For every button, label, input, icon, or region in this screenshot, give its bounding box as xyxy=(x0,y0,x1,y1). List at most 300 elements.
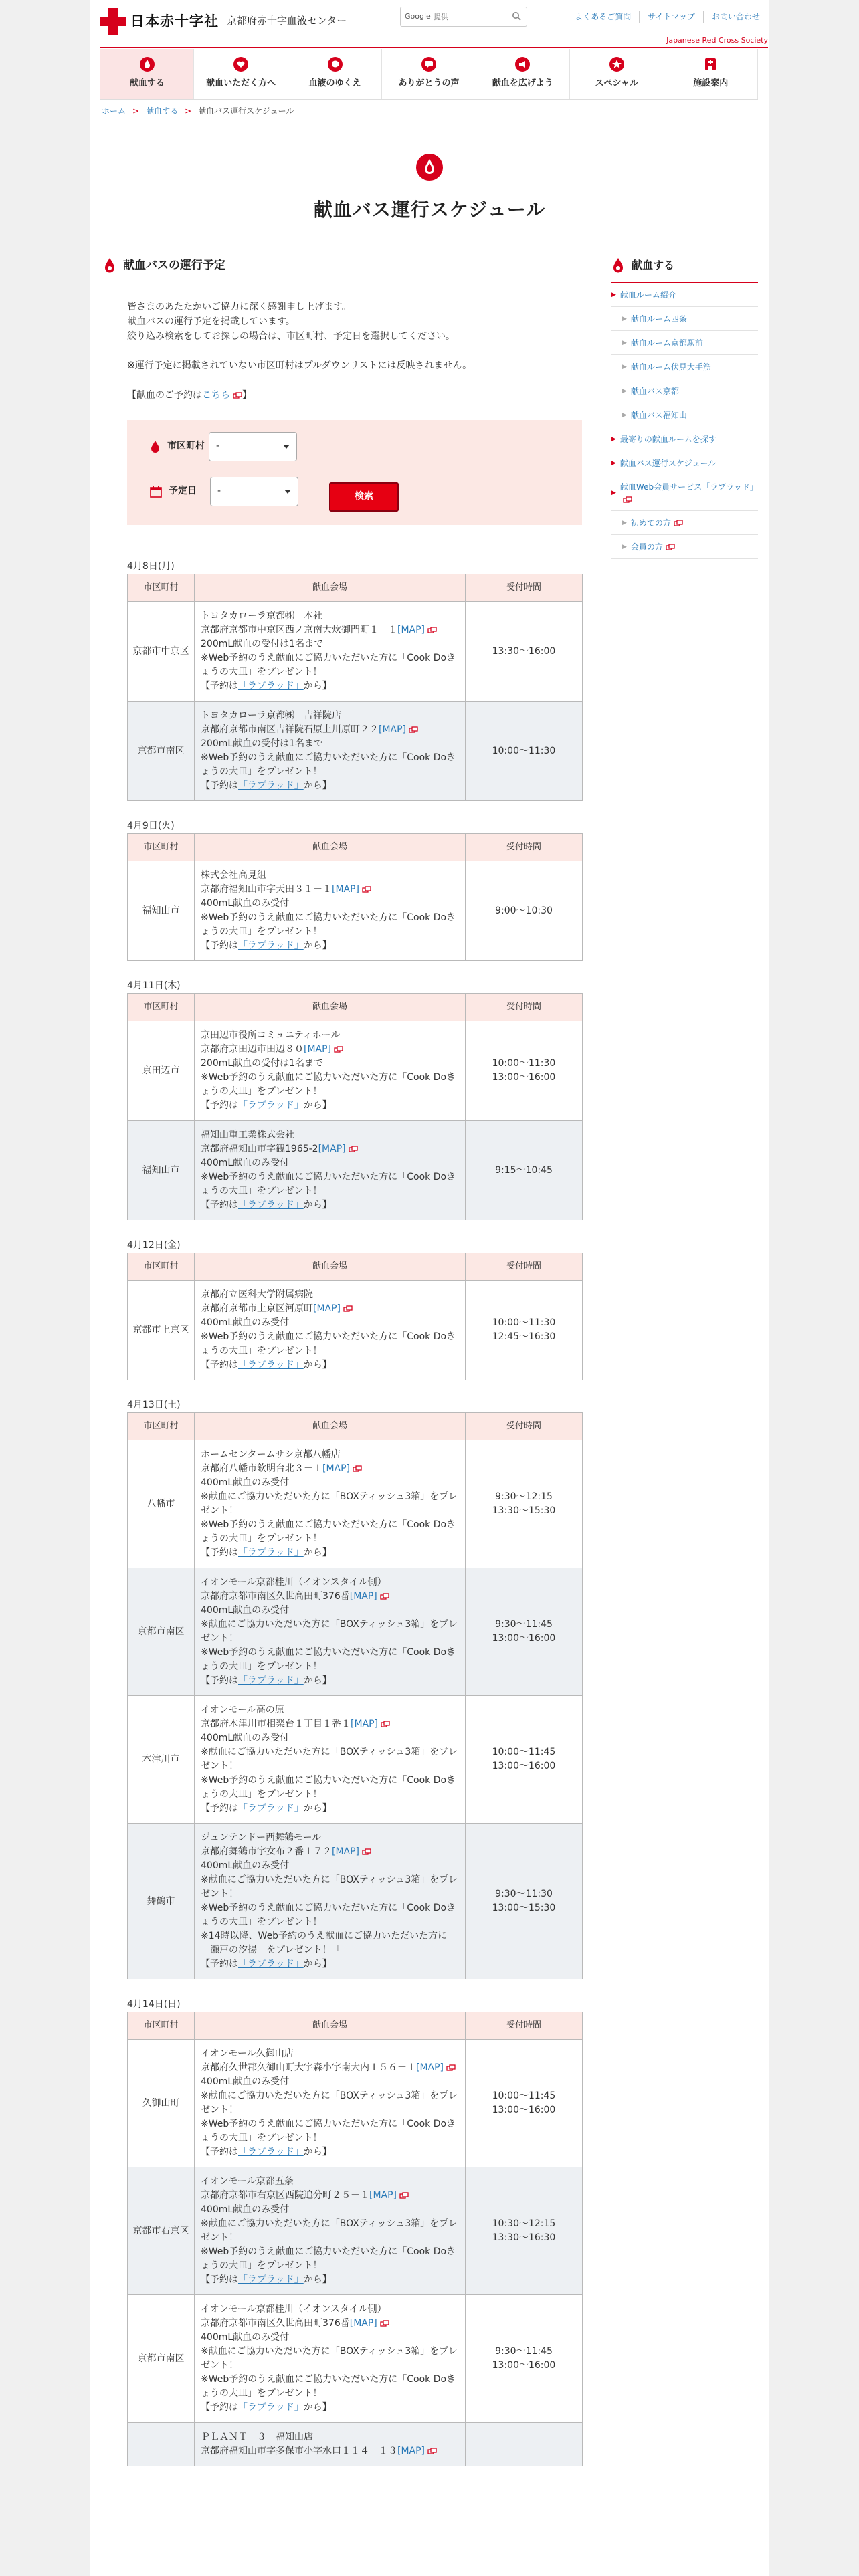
lovedo-link[interactable]: 「ラブラッド」 xyxy=(238,780,304,791)
reserve-prefix: 【予約は xyxy=(201,1100,238,1111)
venue-note: 400mL献血のみ受付 xyxy=(201,2332,290,2343)
column-header-municipality: 市区町村 xyxy=(128,574,195,602)
venue-name: イオンモール京都桂川（イオンスタイル側） xyxy=(201,1577,387,1588)
venue-cell xyxy=(195,861,466,961)
sidebar-menu xyxy=(611,283,758,559)
lovedo-link[interactable]: 「ラブラッド」 xyxy=(238,940,304,951)
triangle-right-icon: ▶ xyxy=(622,387,627,395)
time-slot: 10:00〜11:30 xyxy=(492,1317,556,1328)
nav-item-special[interactable] xyxy=(570,49,664,99)
table-header-row xyxy=(128,994,583,1021)
star-icon xyxy=(609,57,624,72)
map-link[interactable]: [MAP] xyxy=(397,2446,425,2456)
venue-note: ※Web予約のうえ献血にご協力いただいた方に「Cook Doきょうの大皿」をプレゼント！ xyxy=(201,2374,456,2399)
lovedo-link[interactable]: 「ラブラッド」 xyxy=(238,1547,304,1558)
contact-link[interactable]: お問い合わせ xyxy=(703,11,768,23)
schedule-date: 4月12日(金) xyxy=(127,1240,181,1251)
sidebar-item-label: 献血ルーム京都駅前 xyxy=(630,338,703,348)
nav-item-blood-destination[interactable] xyxy=(288,49,382,99)
municipality-cell: 京都市中京区 xyxy=(128,602,195,702)
external-link-icon xyxy=(381,1721,390,1727)
english-org-name: Japanese Red Cross Society xyxy=(666,36,768,45)
table-row xyxy=(128,2295,583,2423)
municipality-cell: 京都市上京区 xyxy=(128,1281,195,1380)
reserve-note xyxy=(201,1957,459,1971)
venue-note: ※14時以降、Web予約のうえ献血にご協力いただいた方に「瀬戸の汐揚」をプレゼント！「 xyxy=(201,1931,448,1955)
address-text: 京都府舞鶴市字女布２番１７２ xyxy=(201,1846,332,1857)
reserve-suffix: から】 xyxy=(303,1200,332,1210)
reserve-suffix: から】 xyxy=(303,1803,332,1814)
sitemap-link[interactable]: サイトマップ xyxy=(639,11,703,23)
venue-cell xyxy=(195,1824,466,1979)
time-slot: 9:15〜10:45 xyxy=(495,1164,553,1176)
blood-drop-icon xyxy=(140,57,155,72)
time-slot: 10:00〜11:30 xyxy=(492,745,556,756)
venue-note: ※Web予約のうえ献血にご協力いただいた方に「Cook Doきょうの大皿」をプレゼント！ xyxy=(201,2246,456,2271)
venue-name: イオンモール京都五条 xyxy=(201,2176,294,2187)
venue-note: 400mL献血のみ受付 xyxy=(201,1317,290,1328)
lovedo-link[interactable]: 「ラブラッド」 xyxy=(238,1200,304,1210)
map-link[interactable]: [MAP] xyxy=(349,2318,377,2329)
venue-note: ※献血にご協力いただいた方に「BOXティッシュ3箱」をプレゼント！ xyxy=(201,2346,458,2371)
schedule-date: 4月8日(月) xyxy=(127,561,175,572)
venue-cell xyxy=(195,1021,466,1121)
venue-note: ※Web予約のうえ献血にご協力いただいた方に「Cook Doきょうの大皿」をプレゼント！ xyxy=(201,912,456,937)
reserve-link[interactable]: こちら xyxy=(202,390,230,401)
venue-note: ※Web予約のうえ献血にご協力いただいた方に「Cook Doきょうの大皿」をプレゼント！ xyxy=(201,1331,456,1356)
column-header-time: 受付時間 xyxy=(466,2012,583,2040)
schedule-table xyxy=(127,574,583,801)
venue-cell xyxy=(195,2295,466,2423)
venue-name: トヨタカローラ京都㈱ 吉祥院店 xyxy=(201,710,341,721)
time-slot: 13:00〜15:30 xyxy=(492,1903,556,1913)
sidebar-item[interactable] xyxy=(611,511,758,535)
time-cell xyxy=(466,2167,583,2295)
nav-label: スペシャル xyxy=(595,78,639,89)
municipality-cell: 京都市右京区 xyxy=(128,2167,195,2295)
municipality-cell: 八幡市 xyxy=(128,1440,195,1568)
breadcrumb-separator: > xyxy=(132,106,140,116)
schedule-date: 4月9日(火) xyxy=(127,821,175,831)
table-header-row xyxy=(128,2012,583,2040)
address-text: 京都府福知山市字天田３１－１ xyxy=(201,884,332,895)
date-select[interactable]: - xyxy=(210,477,298,506)
sidebar-item[interactable] xyxy=(611,403,758,427)
reserve-note xyxy=(201,1198,459,1212)
reserve-prefix: 【予約は xyxy=(201,940,238,951)
nav-label: ありがとうの声 xyxy=(398,78,460,89)
venue-cell xyxy=(195,1568,466,1696)
date-label: 予定日 xyxy=(169,486,197,497)
venue-address xyxy=(201,723,459,737)
external-link-icon xyxy=(674,520,683,526)
map-link[interactable]: [MAP] xyxy=(397,625,425,635)
building-icon xyxy=(703,57,718,72)
venue-cell xyxy=(195,1696,466,1824)
map-link[interactable]: [MAP] xyxy=(304,1044,332,1055)
triangle-right-icon: ▶ xyxy=(622,339,627,346)
sidebar-item[interactable] xyxy=(611,427,758,451)
table-row xyxy=(128,1440,583,1568)
address-text: 京都府京都市南区吉祥院石原上川原町２２ xyxy=(201,724,379,735)
venue-note: 400mL献血のみ受付 xyxy=(201,1860,290,1871)
reserve-prefix: 【予約は xyxy=(201,681,238,691)
time-slot: 13:30〜16:00 xyxy=(492,645,556,657)
sidebar-item[interactable] xyxy=(611,307,758,331)
reserve-prefix: 【予約は xyxy=(201,1547,238,1558)
table-row xyxy=(128,1824,583,1979)
map-link[interactable]: [MAP] xyxy=(322,1463,351,1474)
venue-name: ホームセンタームサシ京都八幡店 xyxy=(201,1449,341,1460)
column-header-time: 受付時間 xyxy=(466,834,583,861)
venue-name: ＰＬＡＮＴ－３ 福知山店 xyxy=(201,2432,313,2442)
external-link-icon xyxy=(623,496,632,503)
venue-cell xyxy=(195,1440,466,1568)
search-brand: Google xyxy=(405,12,431,21)
venue-note: 400mL献血のみ受付 xyxy=(201,2204,290,2215)
site-logo[interactable] xyxy=(100,8,347,35)
chevron-down-icon xyxy=(283,445,290,449)
time-slot: 13:00〜16:00 xyxy=(492,1633,556,1644)
lovedo-link[interactable]: 「ラブラッド」 xyxy=(238,2147,304,2157)
sidebar-item-label: 献血ルーム紹介 xyxy=(619,290,676,300)
venue-name: ジュンテンドー西舞鶴モール xyxy=(201,1832,322,1843)
nav-item-spread[interactable] xyxy=(476,49,570,99)
venue-name: イオンモール京都桂川（イオンスタイル側） xyxy=(201,2304,387,2315)
schedule-table xyxy=(127,833,583,961)
venue-address xyxy=(201,2061,459,2075)
lovedo-link[interactable]: 「ラブラッド」 xyxy=(238,1959,304,1969)
sidebar-title: 献血する xyxy=(632,258,675,272)
nav-label: 施設案内 xyxy=(693,78,729,89)
lovedo-link[interactable]: 「ラブラッド」 xyxy=(238,1675,304,1686)
external-link-icon xyxy=(233,392,242,399)
triangle-right-icon: ▶ xyxy=(622,519,627,526)
heart-icon xyxy=(233,57,248,72)
schedule-day xyxy=(127,819,582,961)
sidebar xyxy=(611,256,758,559)
center-name: 京都府赤十字血液センター xyxy=(227,15,347,27)
table-row xyxy=(128,1696,583,1824)
external-link-icon xyxy=(427,627,437,633)
reserve-note xyxy=(201,1099,459,1113)
reserve-suffix: から】 xyxy=(303,1360,332,1370)
table-row xyxy=(128,602,583,702)
intro-line: ※運行予定に掲載されていない市区町村はプルダウンリストには反映されません。 xyxy=(127,360,472,371)
municipality-cell: 久御山町 xyxy=(128,2040,195,2167)
venue-note: ※Web予約のうえ献血にご協力いただいた方に「Cook Doきょうの大皿」をプレゼント！ xyxy=(201,1647,456,1672)
venue-address xyxy=(201,883,459,897)
map-link[interactable]: [MAP] xyxy=(318,1144,346,1154)
triangle-right-icon: ▶ xyxy=(611,459,616,467)
map-link[interactable]: [MAP] xyxy=(332,884,360,895)
red-cross-logo-icon xyxy=(100,8,126,35)
reserve-suffix: から】 xyxy=(303,2402,332,2413)
date-filter xyxy=(150,477,298,506)
municipality-select[interactable]: - xyxy=(209,432,297,461)
venue-cell xyxy=(195,2040,466,2167)
nav-item-thanks[interactable] xyxy=(382,49,476,99)
org-name: 日本赤十字社 xyxy=(130,12,219,29)
schedule-date: 4月11日(木) xyxy=(127,980,181,991)
venue-note: 400mL献血のみ受付 xyxy=(201,1477,290,1488)
lovedo-link[interactable]: 「ラブラッド」 xyxy=(238,2402,304,2413)
nav-item-donate[interactable] xyxy=(100,49,194,99)
reserve-suffix: から】 xyxy=(303,1675,332,1686)
address-text: 京都府京都市上京区河原町 xyxy=(201,1303,313,1314)
search-input[interactable] xyxy=(434,13,507,21)
venue-address xyxy=(201,1845,459,1859)
address-text: 京都府福知山市字多保市小字水口１１４－１３ xyxy=(201,2446,397,2456)
schedule-day xyxy=(127,559,582,801)
sidebar-item[interactable] xyxy=(611,331,758,355)
blood-bag-icon xyxy=(328,57,343,72)
section-heading xyxy=(103,256,566,275)
reserve-note xyxy=(201,679,459,693)
reserve-note xyxy=(201,1674,459,1688)
column-header-time: 受付時間 xyxy=(466,994,583,1021)
municipality-cell xyxy=(128,2423,195,2466)
address-text: 京都府京都市南区久世高田町376番 xyxy=(201,2318,350,2329)
venue-note: ※献血にご協力いただいた方に「BOXティッシュ3箱」をプレゼント！ xyxy=(201,2218,458,2243)
external-link-icon xyxy=(427,2448,437,2454)
breadcrumb xyxy=(102,105,294,118)
venue-address xyxy=(201,1043,459,1057)
external-link-icon xyxy=(409,726,418,733)
reserve-note xyxy=(201,1546,459,1560)
table-row xyxy=(128,1121,583,1220)
megaphone-icon xyxy=(515,57,530,72)
filter-panel xyxy=(127,420,582,525)
venue-note: ※Web予約のうえ献血にご協力いただいた方に「Cook Doきょうの大皿」をプレゼント！ xyxy=(201,1519,456,1544)
sidebar-item-label: 初めての方 xyxy=(630,518,671,528)
column-header-time: 受付時間 xyxy=(466,574,583,602)
venue-address xyxy=(201,1462,459,1476)
external-link-icon xyxy=(380,2320,389,2327)
time-cell xyxy=(466,2040,583,2167)
intro-line: 献血バスの運行予定を掲載しています。 xyxy=(127,316,295,327)
reserve-suffix: から】 xyxy=(303,2147,332,2157)
breadcrumb-separator: > xyxy=(185,106,192,116)
reserve-prefix: 【予約は xyxy=(201,780,238,791)
municipality-cell: 舞鶴市 xyxy=(128,1824,195,1979)
section-title: 献血バスの運行予定 xyxy=(123,258,225,272)
reserve-suffix: から】 xyxy=(303,1959,332,1969)
venue-note: 200mL献血の受付は1名まで xyxy=(201,738,324,749)
reserve-note xyxy=(201,779,459,793)
search-button[interactable]: 検索 xyxy=(329,482,399,512)
time-slot: 9:30〜11:45 xyxy=(495,2346,553,2357)
external-link-icon xyxy=(666,544,675,550)
venue-note: 200mL献血の受付は1名まで xyxy=(201,639,324,649)
time-slot: 9:30〜12:15 xyxy=(495,1491,553,1502)
venue-name: 京田辺市役所コミュニティホール xyxy=(201,1030,341,1041)
table-row xyxy=(128,1281,583,1380)
time-slot: 13:00〜16:00 xyxy=(492,1072,556,1083)
lovedo-link[interactable]: 「ラブラッド」 xyxy=(238,1100,304,1111)
time-cell xyxy=(466,1121,583,1220)
reserve-suffix: から】 xyxy=(303,1100,332,1111)
time-cell xyxy=(466,602,583,702)
triangle-right-icon: ▶ xyxy=(611,490,616,496)
sidebar-item[interactable] xyxy=(611,535,758,559)
sidebar-item-label: 献血バス運行スケジュール xyxy=(619,458,717,468)
calendar-icon xyxy=(150,486,162,498)
faq-link[interactable]: よくあるご質問 xyxy=(575,12,632,21)
lovedo-link[interactable]: 「ラブラッド」 xyxy=(238,2274,304,2285)
municipality-cell: 福知山市 xyxy=(128,861,195,961)
reserve-note xyxy=(201,2401,459,2415)
external-link-icon xyxy=(380,1593,389,1600)
column-header-municipality: 市区町村 xyxy=(128,1413,195,1440)
time-cell xyxy=(466,2295,583,2423)
map-link[interactable]: [MAP] xyxy=(332,1846,360,1857)
map-link[interactable]: [MAP] xyxy=(369,2190,397,2201)
column-header-time: 受付時間 xyxy=(466,1413,583,1440)
column-header-venue: 献血会場 xyxy=(195,834,466,861)
reserve-prefix: 【予約は xyxy=(201,1360,238,1370)
venue-note: ※Web予約のうえ献血にご協力いただいた方に「Cook Doきょうの大皿」をプレゼント！ xyxy=(201,1172,456,1196)
blood-drop-icon xyxy=(150,440,161,453)
municipality-label: 市区町村 xyxy=(167,441,205,452)
page-title: 献血バス運行スケジュール xyxy=(313,199,546,221)
schedule-table xyxy=(127,993,583,1220)
reserve-prefix: 【予約は xyxy=(201,1200,238,1210)
time-cell xyxy=(466,1696,583,1824)
map-link[interactable]: [MAP] xyxy=(351,1719,379,1729)
column-header-municipality: 市区町村 xyxy=(128,834,195,861)
triangle-right-icon: ▶ xyxy=(611,435,616,443)
nav-item-facilities[interactable] xyxy=(664,49,758,99)
external-link-icon xyxy=(362,886,371,893)
page-title-area xyxy=(90,154,769,224)
address-text: 京都府京都市南区久世高田町376番 xyxy=(201,1591,350,1602)
external-link-icon xyxy=(353,1465,362,1472)
venue-note: ※Web予約のうえ献血にご協力いただいた方に「Cook Doきょうの大皿」をプレゼント！ xyxy=(201,1903,456,1927)
venue-note: ※献血にご協力いただいた方に「BOXティッシュ3箱」をプレゼント！ xyxy=(201,1747,458,1772)
schedule-day xyxy=(127,1997,582,2466)
reserve-prefix: 【予約は xyxy=(201,2274,238,2285)
venue-note: ※Web予約のうえ献血にご協力いただいた方に「Cook Doきょうの大皿」をプレゼント！ xyxy=(201,2119,456,2143)
sidebar-item-label: 献血Web会員サービス「ラブラッド」 xyxy=(619,482,758,492)
reserve-prefix: 【予約は xyxy=(201,1675,238,1686)
sidebar-item-label: 献血バス京都 xyxy=(630,386,679,396)
time-slot: 9:30〜11:45 xyxy=(495,1619,553,1630)
map-link[interactable]: [MAP] xyxy=(349,1591,377,1602)
venue-name: トヨタカローラ京都㈱ 本社 xyxy=(201,611,322,621)
map-link[interactable]: [MAP] xyxy=(313,1303,341,1314)
external-link-icon xyxy=(362,1848,371,1855)
column-header-venue: 献血会場 xyxy=(195,2012,466,2040)
time-cell xyxy=(466,861,583,961)
venue-name: 株式会社高見組 xyxy=(201,870,266,881)
nav-label: 血液のゆくえ xyxy=(308,78,361,89)
schedule-day xyxy=(127,978,582,1220)
reserve-prefix: 【予約は xyxy=(201,2147,238,2157)
time-slot: 13:30〜16:30 xyxy=(492,2232,556,2243)
table-row xyxy=(128,861,583,961)
venue-note: ※Web予約のうえ献血にご協力いただいた方に「Cook Doきょうの大皿」をプレゼント！ xyxy=(201,653,456,677)
venue-note: ※Web予約のうえ献血にご協力いただいた方に「Cook Doきょうの大皿」をプレゼント！ xyxy=(201,752,456,777)
time-slot: 9:30〜11:30 xyxy=(495,1889,553,1899)
map-link[interactable]: [MAP] xyxy=(416,2062,444,2073)
venue-note: ※Web予約のうえ献血にご協力いただいた方に「Cook Doきょうの大皿」をプレゼント！ xyxy=(201,1775,456,1800)
venue-note: ※献血にご協力いただいた方に「BOXティッシュ3箱」をプレゼント！ xyxy=(201,1491,458,1516)
time-cell xyxy=(466,1021,583,1121)
lovedo-link[interactable]: 「ラブラッド」 xyxy=(238,1360,304,1370)
sidebar-item-label: 献血ルーム四条 xyxy=(630,314,687,324)
schedule-date: 4月14日(日) xyxy=(127,1999,181,2010)
venue-address xyxy=(201,2317,459,2331)
column-header-municipality: 市区町村 xyxy=(128,2012,195,2040)
blood-drop-icon xyxy=(611,257,625,274)
search-icon[interactable] xyxy=(512,11,521,21)
site-header xyxy=(90,0,769,49)
table-header-row xyxy=(128,834,583,861)
address-text: 京都府八幡市欽明台北３－１ xyxy=(201,1463,322,1474)
nav-label: 献血を広げよう xyxy=(492,78,553,89)
time-slot: 13:00〜16:00 xyxy=(492,2105,556,2115)
venue-address xyxy=(201,1590,459,1604)
breadcrumb-home[interactable]: ホーム xyxy=(102,106,126,116)
header-divider xyxy=(100,47,768,48)
time-cell xyxy=(466,1440,583,1568)
reserve-suffix: から】 xyxy=(303,940,332,951)
column-header-municipality: 市区町村 xyxy=(128,994,195,1021)
reserve-suffix: から】 xyxy=(303,780,332,791)
table-header-row xyxy=(128,1413,583,1440)
reserve-suffix: から】 xyxy=(303,1547,332,1558)
venue-name: イオンモール久御山店 xyxy=(201,2048,294,2059)
sidebar-item[interactable] xyxy=(611,451,758,475)
sidebar-item-label: 献血ルーム伏見大手筋 xyxy=(630,362,711,372)
time-slot: 13:30〜15:30 xyxy=(492,1505,556,1516)
venue-address xyxy=(201,1302,459,1316)
map-link[interactable]: [MAP] xyxy=(379,724,407,735)
lovedo-link[interactable]: 「ラブラッド」 xyxy=(238,1803,304,1814)
sidebar-item[interactable] xyxy=(611,379,758,403)
sidebar-item[interactable] xyxy=(611,355,758,379)
venue-address xyxy=(201,2189,459,2203)
sidebar-item[interactable] xyxy=(611,283,758,307)
time-slot: 10:30〜12:15 xyxy=(492,2218,556,2229)
breadcrumb-current: 献血バス運行スケジュール xyxy=(198,106,294,116)
table-row xyxy=(128,1021,583,1121)
reserve-prefix: 【予約は xyxy=(201,2402,238,2413)
breadcrumb-parent[interactable]: 献血する xyxy=(146,106,179,116)
venue-name: 京都府立医科大学附属病院 xyxy=(201,1289,313,1300)
main-content xyxy=(103,256,566,502)
sidebar-item[interactable] xyxy=(611,475,758,511)
municipality-filter xyxy=(150,432,297,461)
nav-item-for-donors[interactable] xyxy=(194,49,288,99)
column-header-time: 受付時間 xyxy=(466,1253,583,1281)
lovedo-link[interactable]: 「ラブラッド」 xyxy=(238,681,304,691)
venue-cell xyxy=(195,1281,466,1380)
blood-drop-icon xyxy=(103,257,116,274)
intro-line: 皆さまのあたたかいご協力に深く感謝申し上げます。 xyxy=(127,302,351,312)
page xyxy=(90,0,769,2576)
municipality-cell: 京田辺市 xyxy=(128,1021,195,1121)
schedule-day xyxy=(127,1238,582,1380)
table-row xyxy=(128,2040,583,2167)
municipality-cell: 福知山市 xyxy=(128,1121,195,1220)
venue-note: ※献血にご協力いただいた方に「BOXティッシュ3箱」をプレゼント！ xyxy=(201,1874,458,1899)
reserve-note xyxy=(201,939,459,953)
external-link-icon xyxy=(343,1305,353,1312)
column-header-venue: 献血会場 xyxy=(195,1413,466,1440)
venue-note: ※献血にご協力いただいた方に「BOXティッシュ3箱」をプレゼント！ xyxy=(201,1619,458,1644)
